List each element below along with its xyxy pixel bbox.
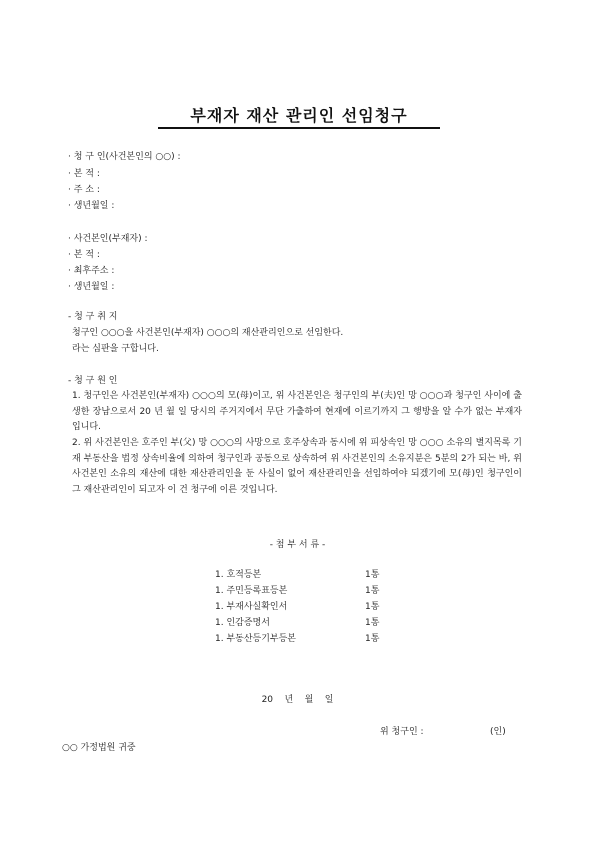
seal-mark: (인) xyxy=(490,727,506,737)
attachment-count: 1통 xyxy=(365,586,380,596)
attachment-name: 1. 주민등록표등본 xyxy=(215,586,288,596)
claimant-field-birthdate: · 생년월일 : xyxy=(68,201,115,211)
attachments-heading: - 첨 부 서 류 - xyxy=(269,540,326,550)
attachment-item xyxy=(215,583,395,595)
claimant-heading: · 청 구 인(사건본인의 ○○) : xyxy=(68,152,181,162)
purpose-heading: - 청 구 취 지 xyxy=(68,312,118,322)
attachment-name: 1. 부재사실확인서 xyxy=(215,602,288,612)
attachment-item xyxy=(215,599,395,611)
attachment-name: 1. 호적등본 xyxy=(215,570,262,580)
claimant-field-address: · 주 소 : xyxy=(68,185,100,195)
purpose-line: 청구인 ○○○을 사건본인(부재자) ○○○의 재산관리인으로 선임한다. xyxy=(72,328,344,338)
signature-label: 위 청구인 : xyxy=(380,727,424,737)
absentee-field-origin: · 본 적 : xyxy=(68,250,100,260)
cause-paragraph-1: 1. 청구인은 사건본인(부재자) ○○○의 모(母)이고, 위 사건본인은 청구인의 부(夫)인 망 ○○○과 청구인 사이에 출생한 장남으로서 20 년 월 일 당시의 주거지에서 무단 가출하여 현재에 이르기까지 그 행방을 알 수가 없는 부재자입니다. xyxy=(72,391,522,432)
attachment-item xyxy=(215,615,395,627)
attachment-item xyxy=(215,567,395,579)
attachment-count: 1통 xyxy=(365,602,380,612)
attachment-count: 1통 xyxy=(365,570,380,580)
attachment-name: 1. 인감증명서 xyxy=(215,618,270,628)
purpose-line: 라는 심판을 구합니다. xyxy=(72,344,159,354)
cause-paragraph-2: 2. 위 사건본인은 호주인 부(父) 망 ○○○의 사망으로 호주상속과 동시에 위 피상속인 망 ○○○ 소유의 별지목록 기재 부동산을 법정 상속비율에 의하여 청구인과 공동으로 상속하여 위 사건본인의 소유지분은 5분의 2가 되는 바, 위 사건본인 소유의 재산에 대한 재산관리인을 둔 사실이 없어 재산관리인을 선임하여야 되겠기에 모(母)인 청구인이 그 재산관리인이 되고자 이 건 청구에 이른 것입니다. xyxy=(72,438,522,495)
attachment-name: 1. 부동산등기부등본 xyxy=(215,634,297,644)
cause-heading: - 청 구 원 인 xyxy=(68,376,118,386)
absentee-field-birthdate: · 생년월일 : xyxy=(68,282,115,292)
attachment-count: 1통 xyxy=(365,618,380,628)
attachment-count: 1통 xyxy=(365,634,380,644)
court-addressee: ○○ 가정법원 귀중 xyxy=(62,743,136,753)
attachment-item xyxy=(215,631,395,643)
absentee-field-last-address: · 최후주소 : xyxy=(68,266,115,276)
document-title: 부재자 재산 관리인 선임청구 xyxy=(190,106,408,125)
title-underline xyxy=(158,127,440,129)
filing-date: 20 년 월 일 xyxy=(261,695,334,705)
absentee-heading: · 사건본인(부재자) : xyxy=(68,234,148,244)
claimant-field-origin: · 본 적 : xyxy=(68,169,100,179)
